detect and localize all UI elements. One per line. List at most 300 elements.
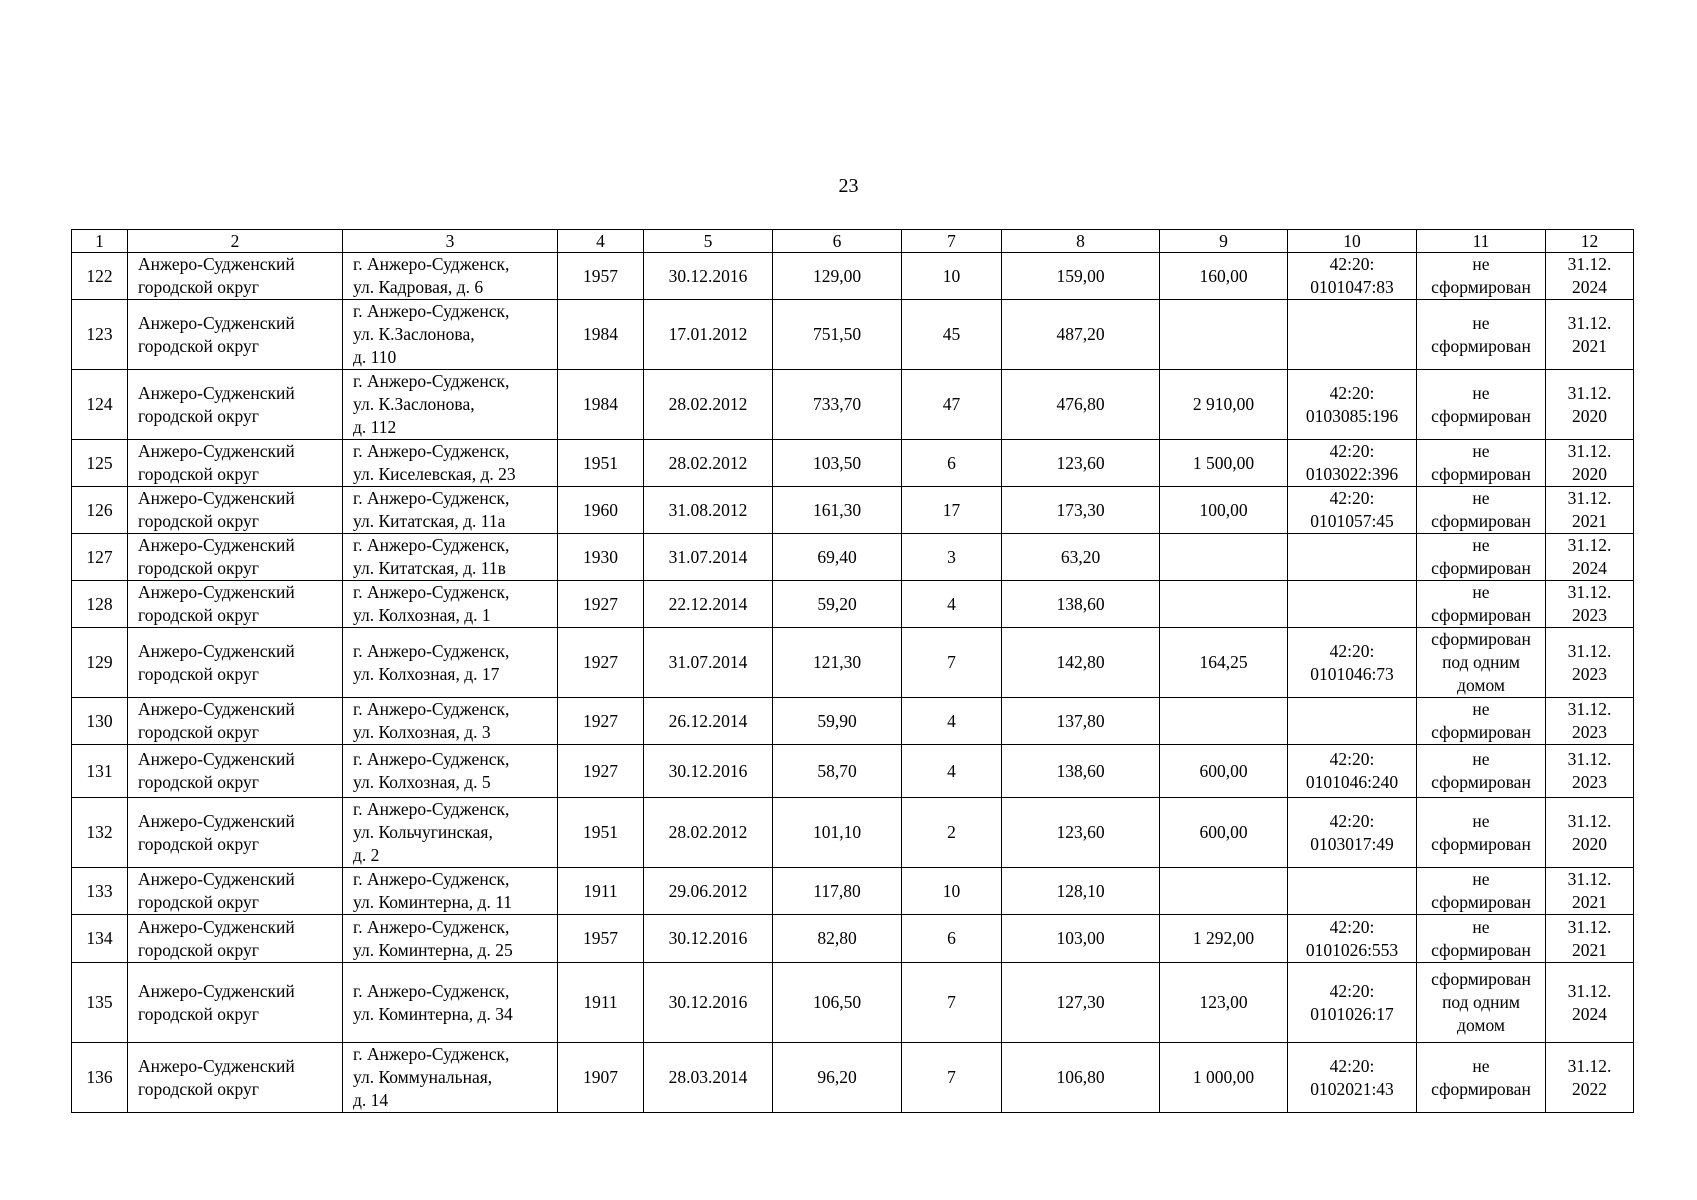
living-area-cell-text: 128,10: [1056, 880, 1105, 901]
deadline-cell: [1546, 534, 1634, 581]
table-row: [72, 300, 1634, 370]
status-cell-text: не сформирован: [1431, 869, 1531, 912]
area-cell: [773, 253, 902, 300]
status-cell: [1417, 698, 1546, 745]
row-number: [72, 487, 128, 534]
land-area-cell-text: 600,00: [1199, 822, 1248, 842]
municipality-cell-text: Анжеро-Судженский городской округ: [138, 382, 295, 426]
address-cell: [343, 798, 558, 868]
living-area-cell-text: 103,00: [1056, 928, 1105, 948]
address-cell: [343, 1043, 558, 1113]
land-area-cell: [1160, 1043, 1288, 1113]
cadastral-number-cell: [1288, 581, 1417, 628]
residents-cell: [902, 628, 1002, 698]
living-area-cell: [1002, 915, 1160, 963]
area-cell-text: 69,40: [817, 546, 857, 567]
land-area-cell-text: 164,25: [1199, 652, 1248, 672]
deadline-cell: [1546, 963, 1634, 1043]
table-row: [72, 963, 1634, 1043]
residents-cell: [902, 487, 1002, 534]
area-cell: [773, 581, 902, 628]
area-cell-text: 101,10: [812, 822, 862, 842]
land-area-cell: [1160, 253, 1288, 300]
residents-cell-text: 45: [942, 324, 961, 344]
deadline-cell: [1546, 868, 1634, 915]
year-cell-text: 1984: [583, 394, 618, 414]
deadline-cell: [1546, 440, 1634, 487]
row-number: [72, 963, 128, 1043]
year-cell: [558, 581, 644, 628]
year-cell: [558, 915, 644, 963]
municipality-cell-text: Анжеро-Судженский городской округ: [138, 441, 295, 484]
row-number-text: 135: [86, 992, 113, 1012]
table-row: [72, 915, 1634, 963]
residents-cell: [902, 963, 1002, 1043]
status-cell-text: не сформирован: [1431, 749, 1531, 792]
column-header: 11: [1417, 230, 1546, 253]
row-number: [72, 300, 128, 370]
table-row: [72, 370, 1634, 440]
status-cell-text: не сформирован: [1431, 699, 1531, 742]
address-cell: [343, 253, 558, 300]
living-area-cell-text: 63,20: [1060, 546, 1101, 567]
address-cell: [343, 868, 558, 915]
column-header: 3: [343, 230, 558, 253]
date-cell-text: 30.12.2016: [668, 265, 748, 286]
living-area-cell: [1002, 370, 1160, 440]
year-cell-text: 1927: [583, 652, 618, 672]
area-cell: [773, 745, 902, 798]
address-cell: [343, 581, 558, 628]
year-cell-text: 1951: [583, 452, 618, 473]
year-cell-text: 1957: [583, 265, 618, 286]
table-row: [72, 868, 1634, 915]
residents-cell-text: 4: [947, 710, 956, 731]
area-cell-text: 121,30: [812, 652, 862, 672]
land-area-cell: [1160, 581, 1288, 628]
municipality-cell: [128, 745, 343, 798]
land-area-cell-text: 600,00: [1199, 760, 1248, 781]
municipality-cell: [128, 487, 343, 534]
date-cell: [644, 1043, 773, 1113]
status-cell: [1417, 534, 1546, 581]
status-cell-text: сформирован под одним домом: [1431, 629, 1531, 695]
cadastral-number-cell-text: 42:20: 0101057:45: [1310, 488, 1394, 531]
address-cell-text: г. Анжеро-Судженск, ул. Колхозная, д. 1: [353, 582, 510, 625]
residents-cell-text: 6: [947, 452, 956, 473]
living-area-cell: [1002, 745, 1160, 798]
land-area-cell: [1160, 798, 1288, 868]
area-cell: [773, 300, 902, 370]
area-cell: [773, 628, 902, 698]
living-area-cell: [1002, 868, 1160, 915]
deadline-cell-text: 31.12. 2021: [1567, 916, 1612, 960]
status-cell-text: не сформирован: [1431, 441, 1531, 484]
year-cell: [558, 370, 644, 440]
row-number-text: 125: [86, 452, 113, 473]
address-cell-text: г. Анжеро-Судженск, ул. Кадровая, д. 6: [353, 254, 510, 297]
column-header: 8: [1002, 230, 1160, 253]
cadastral-number-cell: [1288, 745, 1417, 798]
area-cell: [773, 487, 902, 534]
table-row: [72, 798, 1634, 868]
address-cell-text: г. Анжеро-Судженск, ул. Колхозная, д. 17: [353, 640, 510, 684]
living-area-cell-text: 487,20: [1056, 324, 1105, 344]
municipality-cell: [128, 628, 343, 698]
date-cell-text: 17.01.2012: [668, 324, 748, 344]
address-cell: [343, 370, 558, 440]
address-cell-text: г. Анжеро-Судженск, ул. Китатская, д. 11а: [353, 488, 510, 531]
residents-cell-text: 7: [947, 1067, 956, 1087]
table-row: [72, 253, 1634, 300]
column-header: 6: [773, 230, 902, 253]
column-header: 1: [72, 230, 128, 253]
deadline-cell-text: 31.12. 2020: [1567, 382, 1612, 426]
column-header: 12: [1546, 230, 1634, 253]
table-row: [72, 487, 1634, 534]
municipality-cell: [128, 581, 343, 628]
cadastral-number-cell: [1288, 798, 1417, 868]
status-cell: [1417, 300, 1546, 370]
year-cell-text: 1927: [583, 710, 618, 731]
date-cell-text: 31.07.2014: [668, 546, 748, 567]
municipality-cell-text: Анжеро-Судженский городской округ: [138, 980, 295, 1024]
cadastral-number-cell-text: 42:20: 0101047:83: [1310, 254, 1394, 297]
living-area-cell: [1002, 698, 1160, 745]
address-cell: [343, 300, 558, 370]
residents-cell: [902, 698, 1002, 745]
cadastral-number-cell: [1288, 300, 1417, 370]
land-area-cell: [1160, 963, 1288, 1043]
deadline-cell-text: 31.12. 2021: [1567, 312, 1612, 356]
address-cell: [343, 487, 558, 534]
year-cell: [558, 868, 644, 915]
area-cell-text: 733,70: [812, 394, 862, 414]
land-area-cell: [1160, 440, 1288, 487]
land-area-cell: [1160, 745, 1288, 798]
deadline-cell: [1546, 798, 1634, 868]
address-cell-text: г. Анжеро-Судженск, ул. Колхозная, д. 5: [353, 749, 510, 792]
deadline-cell-text: 31.12. 2023: [1567, 640, 1612, 684]
cadastral-number-cell-text: 42:20: 0101026:17: [1310, 980, 1394, 1024]
column-header: 2: [128, 230, 343, 253]
row-number: [72, 745, 128, 798]
municipality-cell: [128, 300, 343, 370]
row-number: [72, 440, 128, 487]
status-cell: [1417, 487, 1546, 534]
residents-cell-text: 6: [947, 928, 956, 948]
residents-cell: [902, 253, 1002, 300]
page-number: 23: [838, 175, 859, 197]
cadastral-number-cell: [1288, 963, 1417, 1043]
living-area-cell-text: 137,80: [1056, 710, 1105, 731]
cadastral-number-cell-text: 42:20: 0103022:396: [1305, 441, 1399, 484]
area-cell: [773, 915, 902, 963]
date-cell-text: 30.12.2016: [668, 928, 748, 948]
deadline-cell: [1546, 253, 1634, 300]
municipality-cell-text: Анжеро-Судженский городской округ: [138, 749, 295, 792]
year-cell-text: 1960: [583, 499, 618, 520]
row-number-text: 131: [86, 760, 113, 781]
living-area-cell: [1002, 487, 1160, 534]
status-cell: [1417, 370, 1546, 440]
municipality-cell: [128, 915, 343, 963]
year-cell-text: 1984: [583, 324, 618, 344]
column-header: 9: [1160, 230, 1288, 253]
living-area-cell: [1002, 628, 1160, 698]
table-row: [72, 1043, 1634, 1113]
date-cell-text: 31.08.2012: [668, 499, 748, 520]
land-area-cell: [1160, 370, 1288, 440]
table-row: [72, 698, 1634, 745]
land-area-cell-text: 160,00: [1199, 265, 1248, 286]
area-cell: [773, 534, 902, 581]
residents-cell-text: 7: [947, 992, 956, 1012]
status-cell-text: не сформирован: [1431, 254, 1531, 297]
area-cell-text: 161,30: [812, 499, 862, 520]
address-cell: [343, 963, 558, 1043]
date-cell: [644, 440, 773, 487]
year-cell: [558, 534, 644, 581]
area-cell-text: 96,20: [817, 1067, 857, 1087]
status-cell: [1417, 745, 1546, 798]
date-cell: [644, 745, 773, 798]
status-cell-text: не сформирован: [1431, 1055, 1531, 1099]
land-area-cell-text: 2 910,00: [1192, 394, 1255, 414]
land-area-cell: [1160, 698, 1288, 745]
living-area-cell: [1002, 534, 1160, 581]
row-number: [72, 868, 128, 915]
municipality-cell: [128, 253, 343, 300]
table-header: [72, 230, 1634, 253]
deadline-cell: [1546, 1043, 1634, 1113]
municipality-cell-text: Анжеро-Судженский городской округ: [138, 869, 295, 912]
status-cell-text: не сформирован: [1431, 382, 1531, 426]
status-cell-text: сформирован под одним домом: [1431, 969, 1531, 1035]
living-area-cell-text: 142,80: [1056, 652, 1105, 672]
deadline-cell: [1546, 370, 1634, 440]
residents-cell-text: 10: [942, 265, 961, 286]
year-cell-text: 1930: [583, 546, 618, 567]
address-cell: [343, 440, 558, 487]
row-number: [72, 628, 128, 698]
status-cell: [1417, 440, 1546, 487]
residents-cell: [902, 745, 1002, 798]
year-cell: [558, 628, 644, 698]
column-header: 4: [558, 230, 644, 253]
row-number-text: 124: [86, 394, 113, 414]
table-body: [72, 253, 1634, 1113]
address-cell: [343, 628, 558, 698]
year-cell: [558, 487, 644, 534]
date-cell: [644, 487, 773, 534]
area-cell-text: 59,90: [817, 710, 857, 731]
cadastral-number-cell: [1288, 253, 1417, 300]
row-number: [72, 534, 128, 581]
area-cell: [773, 868, 902, 915]
area-cell-text: 103,50: [812, 452, 862, 473]
cadastral-number-cell-text: 42:20: 0101026:553: [1305, 916, 1399, 960]
residents-cell: [902, 300, 1002, 370]
area-cell: [773, 963, 902, 1043]
municipality-cell-text: Анжеро-Судженский городской округ: [138, 254, 295, 297]
row-number-text: 129: [86, 652, 113, 672]
deadline-cell-text: 31.12. 2024: [1567, 254, 1612, 297]
year-cell-text: 1911: [583, 992, 618, 1012]
status-cell: [1417, 915, 1546, 963]
residents-cell: [902, 915, 1002, 963]
land-area-cell-text: 1 000,00: [1192, 1067, 1255, 1087]
date-cell-text: 30.12.2016: [668, 992, 748, 1012]
row-number: [72, 798, 128, 868]
date-cell: [644, 628, 773, 698]
area-cell-text: 751,50: [812, 324, 862, 344]
cadastral-number-cell-text: 42:20: 0101046:240: [1305, 749, 1399, 792]
status-cell-text: не сформирован: [1431, 582, 1531, 625]
row-number-text: 126: [86, 499, 113, 520]
living-area-cell-text: 106,80: [1056, 1067, 1105, 1087]
table-row: [72, 745, 1634, 798]
status-cell-text: не сформирован: [1431, 810, 1531, 854]
municipality-cell-text: Анжеро-Судженский городской округ: [138, 488, 295, 531]
row-number-text: 130: [86, 710, 113, 731]
land-area-cell: [1160, 868, 1288, 915]
year-cell: [558, 745, 644, 798]
deadline-cell-text: 31.12. 2021: [1567, 869, 1612, 912]
year-cell: [558, 253, 644, 300]
address-cell-text: г. Анжеро-Судженск, ул. Кольчугинская, д. 2: [353, 799, 510, 865]
year-cell: [558, 798, 644, 868]
municipality-cell: [128, 440, 343, 487]
row-number-text: 136: [86, 1067, 113, 1087]
residents-cell-text: 4: [947, 593, 956, 614]
land-area-cell-text: 100,00: [1199, 499, 1248, 520]
header-row: [72, 230, 1634, 253]
living-area-cell: [1002, 581, 1160, 628]
land-area-cell: [1160, 534, 1288, 581]
year-cell-text: 1907: [583, 1067, 618, 1087]
deadline-cell-text: 31.12. 2023: [1567, 582, 1612, 625]
row-number: [72, 915, 128, 963]
cadastral-number-cell: [1288, 440, 1417, 487]
living-area-cell-text: 159,00: [1056, 265, 1105, 286]
cadastral-number-cell: [1288, 868, 1417, 915]
column-header: 7: [902, 230, 1002, 253]
living-area-cell-text: 138,60: [1056, 593, 1105, 614]
date-cell: [644, 798, 773, 868]
cadastral-number-cell: [1288, 698, 1417, 745]
deadline-cell-text: 31.12. 2022: [1567, 1055, 1612, 1099]
residents-cell-text: 2: [947, 822, 956, 842]
municipality-cell: [128, 963, 343, 1043]
municipality-cell: [128, 868, 343, 915]
municipality-cell: [128, 1043, 343, 1113]
deadline-cell-text: 31.12. 2021: [1567, 488, 1612, 531]
table-row: [72, 581, 1634, 628]
date-cell: [644, 868, 773, 915]
land-area-cell: [1160, 628, 1288, 698]
status-cell-text: не сформирован: [1431, 312, 1531, 356]
date-cell-text: 31.07.2014: [668, 652, 748, 672]
row-number: [72, 253, 128, 300]
living-area-cell: [1002, 1043, 1160, 1113]
residents-cell: [902, 534, 1002, 581]
year-cell-text: 1927: [583, 760, 618, 781]
area-cell-text: 117,80: [813, 880, 861, 901]
table-row: [72, 628, 1634, 698]
residents-cell: [902, 581, 1002, 628]
date-cell-text: 28.02.2012: [668, 452, 748, 473]
cadastral-number-cell-text: 42:20: 0103017:49: [1310, 810, 1394, 854]
deadline-cell: [1546, 581, 1634, 628]
area-cell-text: 106,50: [812, 992, 862, 1012]
status-cell: [1417, 253, 1546, 300]
deadline-cell-text: 31.12. 2023: [1567, 749, 1612, 792]
area-cell-text: 129,00: [812, 265, 862, 286]
row-number-text: 122: [86, 265, 113, 286]
row-number: [72, 581, 128, 628]
row-number: [72, 698, 128, 745]
status-cell-text: не сформирован: [1431, 916, 1531, 960]
municipality-cell-text: Анжеро-Судженский городской округ: [138, 640, 295, 684]
address-cell: [343, 745, 558, 798]
residents-cell: [902, 798, 1002, 868]
row-number-text: 132: [86, 822, 113, 842]
address-cell-text: г. Анжеро-Судженск, ул. Коммунальная, д. 14: [353, 1044, 510, 1110]
cadastral-number-cell-text: 42:20: 0102021:43: [1310, 1055, 1394, 1099]
row-number-text: 123: [86, 324, 113, 344]
date-cell: [644, 581, 773, 628]
deadline-cell-text: 31.12. 2023: [1567, 699, 1612, 742]
address-cell: [343, 698, 558, 745]
address-cell-text: г. Анжеро-Судженск, ул. Коминтерна, д. 34: [353, 980, 513, 1024]
address-cell-text: г. Анжеро-Судженск, ул. К.Заслонова, д. 112: [353, 371, 510, 437]
living-area-cell: [1002, 300, 1160, 370]
area-cell: [773, 440, 902, 487]
address-cell-text: г. Анжеро-Судженск, ул. Киселевская, д. 23: [353, 441, 516, 484]
date-cell: [644, 253, 773, 300]
living-area-cell: [1002, 253, 1160, 300]
year-cell: [558, 1043, 644, 1113]
residents-cell: [902, 1043, 1002, 1113]
residents-cell-text: 4: [947, 760, 956, 781]
deadline-cell: [1546, 628, 1634, 698]
year-cell: [558, 440, 644, 487]
land-area-cell: [1160, 300, 1288, 370]
area-cell-text: 58,70: [817, 760, 857, 781]
living-area-cell-text: 123,60: [1056, 452, 1105, 473]
column-header: 5: [644, 230, 773, 253]
housing-registry-table: [71, 229, 1634, 1113]
table-row: [72, 440, 1634, 487]
address-cell-text: г. Анжеро-Судженск, ул. Коминтерна, д. 11: [353, 869, 513, 912]
deadline-cell: [1546, 745, 1634, 798]
municipality-cell-text: Анжеро-Судженский городской округ: [138, 535, 295, 578]
date-cell: [644, 300, 773, 370]
date-cell: [644, 963, 773, 1043]
municipality-cell: [128, 798, 343, 868]
year-cell-text: 1911: [583, 880, 618, 901]
living-area-cell: [1002, 963, 1160, 1043]
municipality-cell-text: Анжеро-Судженский городской округ: [138, 916, 295, 960]
address-cell-text: г. Анжеро-Судженск, ул. Колхозная, д. 3: [353, 699, 510, 742]
municipality-cell-text: Анжеро-Судженский городской округ: [138, 312, 295, 356]
municipality-cell-text: Анжеро-Судженский городской округ: [138, 810, 295, 854]
deadline-cell: [1546, 698, 1634, 745]
address-cell-text: г. Анжеро-Судженск, ул. К.Заслонова, д. 110: [353, 301, 510, 367]
cadastral-number-cell: [1288, 487, 1417, 534]
status-cell: [1417, 868, 1546, 915]
